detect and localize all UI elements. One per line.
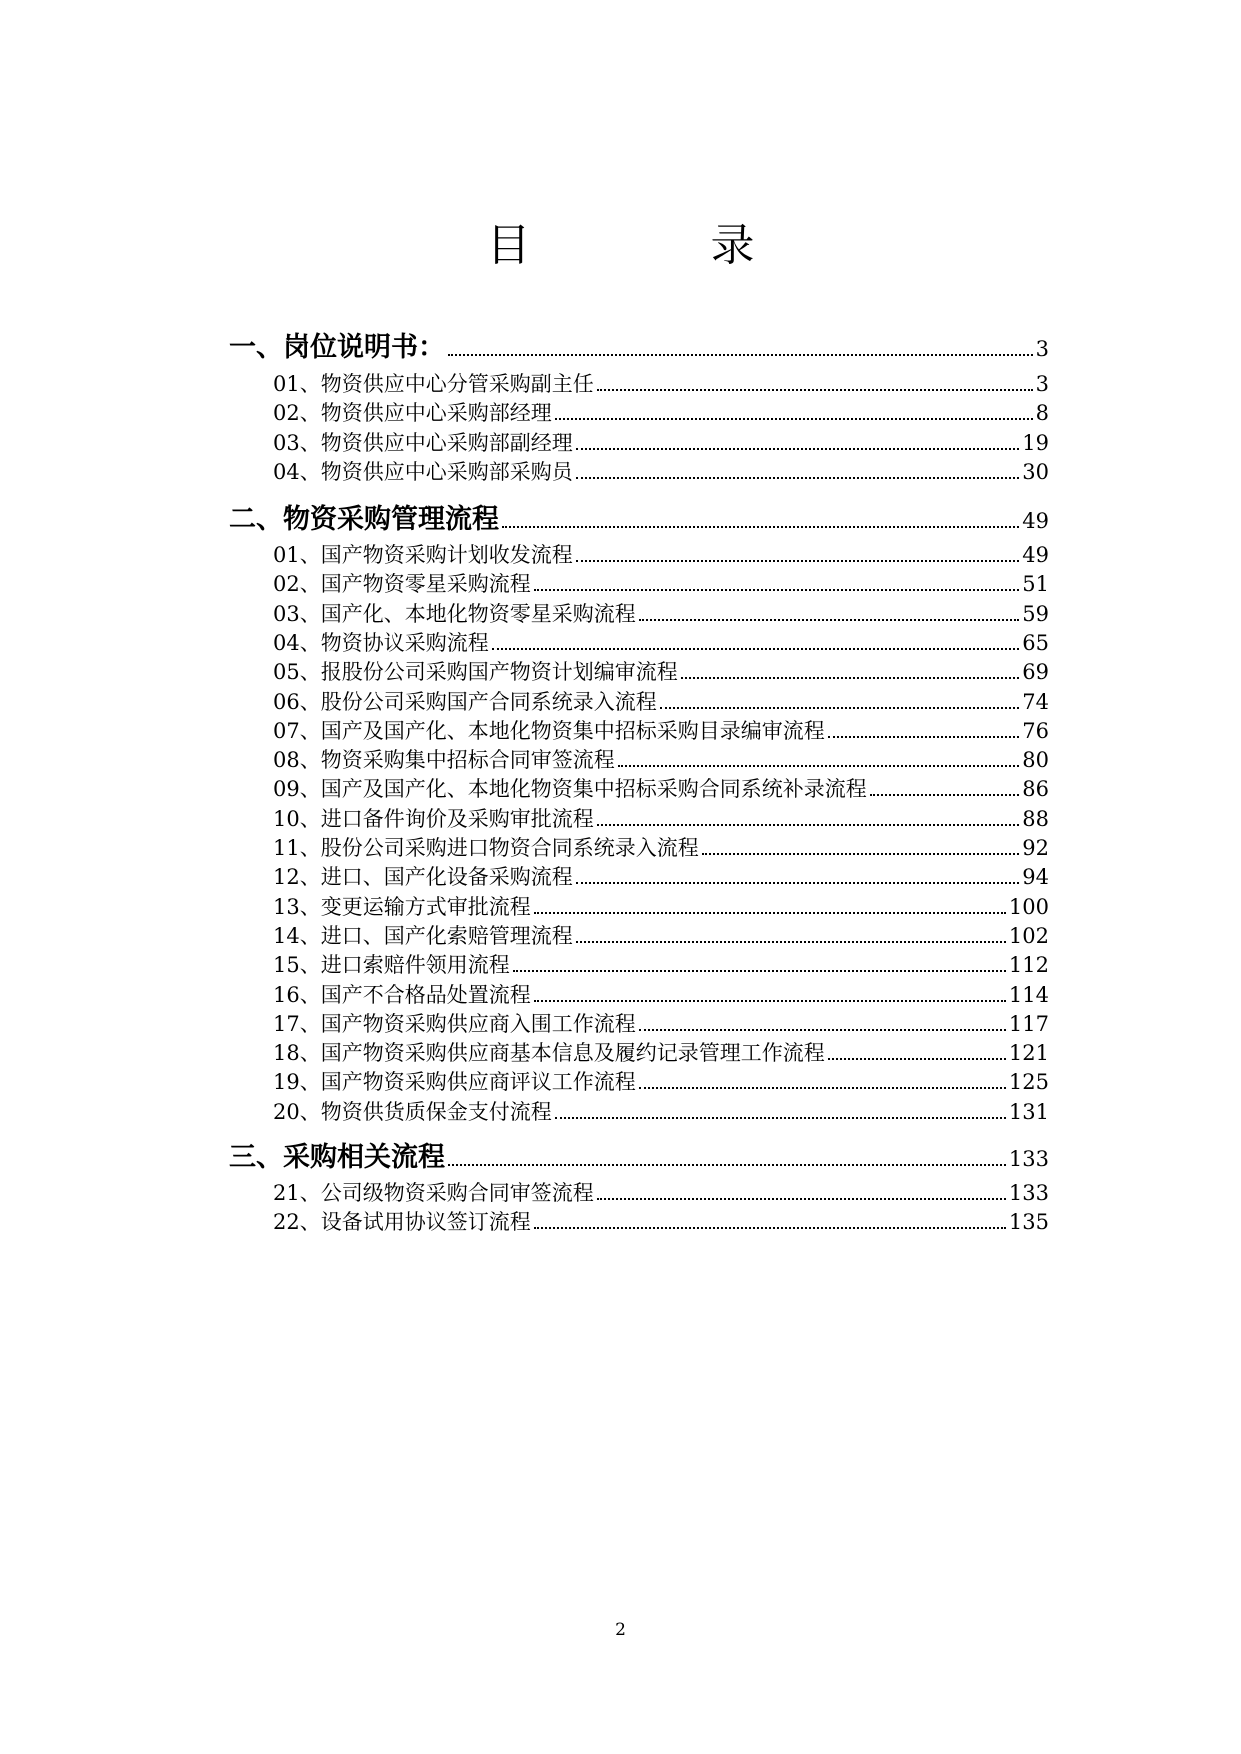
toc-entry[interactable] [229,368,1049,398]
toc-entry-label: 09、国产及国产化、本地化物资集中招标采购合同系统补录流程 [273,777,867,802]
dot-leader [576,476,1020,479]
toc-page-number: 49 [1022,509,1049,533]
toc-entry[interactable] [229,686,1049,716]
dot-leader [618,764,1020,767]
dot-leader [681,676,1020,679]
toc-entry[interactable] [229,1066,1049,1096]
dot-leader [576,881,1020,884]
toc-entry[interactable] [229,744,1049,774]
toc-page-number: 86 [1022,777,1049,802]
dot-leader [555,417,1033,420]
dot-leader [639,1086,1006,1089]
toc-page-number: 135 [1008,1210,1049,1235]
toc-page-number: 114 [1008,982,1049,1007]
dot-leader [597,823,1020,826]
toc-entry[interactable] [229,539,1049,569]
dot-leader [502,525,1019,528]
toc-entry[interactable] [229,891,1049,921]
toc-page-number: 92 [1022,836,1049,860]
toc-entry-label: 21、公司级物资采购合同审签流程 [273,1181,594,1205]
toc-page-number: 69 [1022,660,1049,685]
dot-leader [513,969,1006,972]
toc-entry-label: 15、进口索赔件领用流程 [273,953,510,978]
dot-leader [702,852,1020,855]
toc-entry-label: 06、股份公司采购国产合同系统录入流程 [273,689,657,714]
toc-entry-label: 18、国产物资采购供应商基本信息及履约记录管理工作流程 [273,1041,825,1066]
toc-page-number: 8 [1035,401,1049,426]
toc-entry[interactable] [229,803,1049,833]
dot-leader [597,388,1033,391]
toc-section-heading[interactable] [229,1135,1049,1174]
toc-page-number: 133 [1008,1147,1049,1171]
toc-entry-label: 02、国产物资零星采购流程 [273,572,531,597]
dot-leader [639,618,1020,621]
toc-entry[interactable] [229,1008,1049,1038]
toc-entry[interactable] [229,773,1049,803]
toc-entry-label: 19、国产物资采购供应商评议工作流程 [273,1070,636,1095]
toc-page-number: 117 [1008,1011,1049,1036]
toc-page-number: 94 [1022,865,1049,890]
dot-leader [828,735,1020,738]
toc-page-number: 3 [1035,337,1049,361]
toc-entry-label: 04、物资供应中心采购部采购员 [273,459,573,484]
toc-entry[interactable] [229,656,1049,686]
dot-leader [534,588,1020,591]
toc-page-number: 112 [1008,953,1049,978]
toc-entry[interactable] [229,397,1049,427]
toc-entry[interactable] [229,598,1049,628]
dot-leader [828,1057,1006,1060]
toc-page-number: 133 [1008,1181,1049,1205]
toc-entry[interactable] [229,1096,1049,1126]
toc-entry[interactable] [229,861,1049,891]
toc-section-label: 三、采购相关流程 [229,1142,445,1173]
toc-entry-label: 14、进口、国产化索赔管理流程 [273,923,573,948]
dot-leader [870,793,1020,796]
toc-entry[interactable] [229,715,1049,745]
toc-page-number: 74 [1022,689,1049,714]
dot-leader [534,999,1006,1002]
dot-leader [555,1116,1006,1119]
toc-entry[interactable] [229,427,1049,457]
toc-page-number: 100 [1008,894,1049,919]
toc-entry-label: 03、物资供应中心采购部副经理 [273,430,573,455]
toc-entry-label: 13、变更运输方式审批流程 [273,894,531,919]
dot-leader [576,940,1006,943]
toc-page-number: 80 [1022,748,1049,773]
dot-leader [576,447,1020,450]
toc-entry[interactable] [229,456,1049,486]
toc-entry-label: 03、国产化、本地化物资零星采购流程 [273,601,636,626]
toc-page-number: 102 [1008,923,1049,948]
toc-page-number: 3 [1035,372,1049,396]
toc-entry-label: 02、物资供应中心采购部经理 [273,401,552,426]
toc-entry[interactable] [229,568,1049,598]
toc-section-heading[interactable] [229,325,1049,364]
toc-page-number: 121 [1008,1041,1049,1066]
toc-entry-label: 05、报股份公司采购国产物资计划编审流程 [273,660,678,685]
dot-leader [576,559,1020,562]
toc-entry-label: 08、物资采购集中招标合同审签流程 [273,748,615,773]
toc-entry-label: 10、进口备件询价及采购审批流程 [273,806,594,831]
toc-entry[interactable] [229,627,1049,657]
dot-leader [534,911,1006,914]
toc-page-number: 51 [1022,572,1049,597]
toc-entry[interactable] [229,979,1049,1009]
toc-entry-label: 17、国产物资采购供应商入围工作流程 [273,1011,636,1036]
toc-page-number: 76 [1022,718,1049,743]
toc-entry[interactable] [229,1177,1049,1207]
dot-leader [448,1163,1006,1166]
toc-entry-label: 20、物资供货质保金支付流程 [273,1099,552,1124]
toc-entry-label: 12、进口、国产化设备采购流程 [273,865,573,890]
toc-entry[interactable] [229,1206,1049,1236]
toc-entry-label: 07、国产及国产化、本地化物资集中招标采购目录编审流程 [273,718,825,743]
toc-entry-label: 16、国产不合格品处置流程 [273,982,531,1007]
toc-page-number: 65 [1022,630,1049,655]
toc-section-label: 一、岗位说明书： [229,332,445,363]
dot-leader [639,1028,1006,1031]
toc-page-number: 49 [1022,543,1049,567]
toc-entry-label: 11、股份公司采购进口物资合同系统录入流程 [273,836,699,860]
toc-entry-label: 04、物资协议采购流程 [273,630,489,655]
toc-page-number: 59 [1022,601,1049,626]
dot-leader [597,1197,1006,1200]
page-number: 2 [615,1620,626,1640]
toc-page-number: 131 [1008,1099,1049,1124]
toc-section-label: 二、物资采购管理流程 [229,504,499,535]
page-title: 目 录 [486,220,823,271]
toc-entry-label: 01、国产物资采购计划收发流程 [273,543,573,567]
dot-leader [448,353,1033,356]
toc-page-number: 125 [1008,1070,1049,1095]
dot-leader [660,706,1020,709]
toc-entry-label: 01、物资供应中心分管采购副主任 [273,372,594,396]
toc-entry[interactable] [229,832,1049,862]
dot-leader [534,1226,1006,1229]
toc-entry[interactable] [229,920,1049,950]
toc-entry-label: 22、设备试用协议签订流程 [273,1210,531,1235]
toc-page-number: 19 [1022,430,1049,455]
toc-section-heading[interactable] [229,497,1049,536]
toc-entry[interactable] [229,1037,1049,1067]
toc-page-number: 30 [1022,459,1049,484]
toc-page-number: 88 [1022,806,1049,831]
toc-entry[interactable] [229,949,1049,979]
dot-leader [492,647,1020,650]
